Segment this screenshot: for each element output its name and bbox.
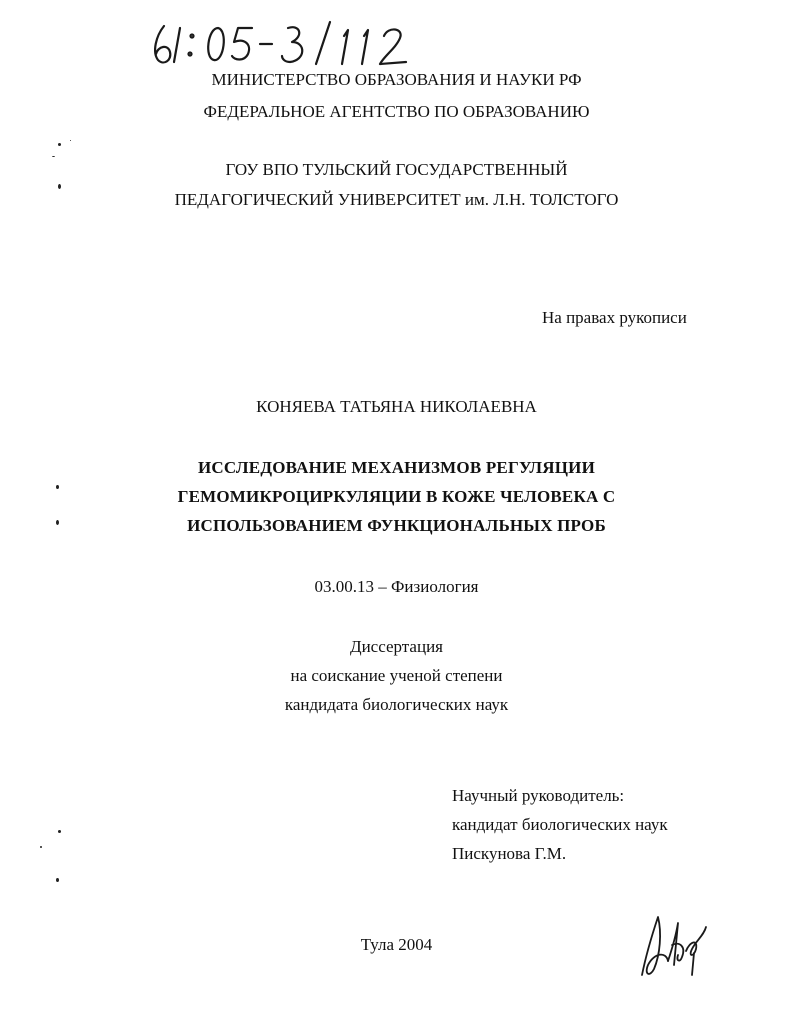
degree-line-2: на соискание ученой степени <box>290 666 503 685</box>
title-line-2: ГЕМОМИКРОЦИРКУЛЯЦИИ В КОЖЕ ЧЕЛОВЕКА С <box>177 487 616 506</box>
university-line-2: ПЕДАГОГИЧЕСКИЙ УНИВЕРСИТЕТ им. Л.Н. ТОЛСТОГО <box>174 190 619 209</box>
place-year: Тула 2004 <box>360 935 433 954</box>
scan-speck <box>56 485 59 489</box>
supervisor-label: Научный руководитель: <box>452 786 625 805</box>
degree-line-1: Диссертация <box>349 637 443 656</box>
scan-speck <box>52 156 55 157</box>
scan-speck <box>56 520 59 525</box>
handwritten-signature <box>632 905 712 983</box>
title-line-1: ИССЛЕДОВАНИЕ МЕХАНИЗМОВ РЕГУЛЯЦИИ <box>197 458 596 477</box>
manuscript-note: На правах рукописи <box>542 308 687 327</box>
scan-speck <box>58 830 61 833</box>
supervisor-degree: кандидат биологических наук <box>452 815 668 834</box>
scan-speck <box>58 143 61 146</box>
scan-speck <box>40 846 42 848</box>
handwritten-archive-number <box>148 14 438 72</box>
ministry-line: МИНИСТЕРСТВО ОБРАЗОВАНИЯ И НАУКИ РФ <box>211 70 582 89</box>
scan-speck <box>58 184 61 189</box>
title-line-3: ИСПОЛЬЗОВАНИЕМ ФУНКЦИОНАЛЬНЫХ ПРОБ <box>187 516 606 535</box>
agency-line: ФЕДЕРАЛЬНОЕ АГЕНТСТВО ПО ОБРАЗОВАНИЮ <box>203 102 590 121</box>
scan-speck <box>70 140 71 141</box>
scan-speck <box>56 878 59 882</box>
university-line-1: ГОУ ВПО ТУЛЬСКИЙ ГОСУДАРСТВЕННЫЙ <box>225 160 568 179</box>
author-name: КОНЯЕВА ТАТЬЯНА НИКОЛАЕВНА <box>256 397 537 416</box>
supervisor-name: Пискунова Г.М. <box>452 844 567 863</box>
degree-line-3: кандидата биологических наук <box>284 695 509 714</box>
specialty-code: 03.00.13 – Физиология <box>314 577 479 596</box>
